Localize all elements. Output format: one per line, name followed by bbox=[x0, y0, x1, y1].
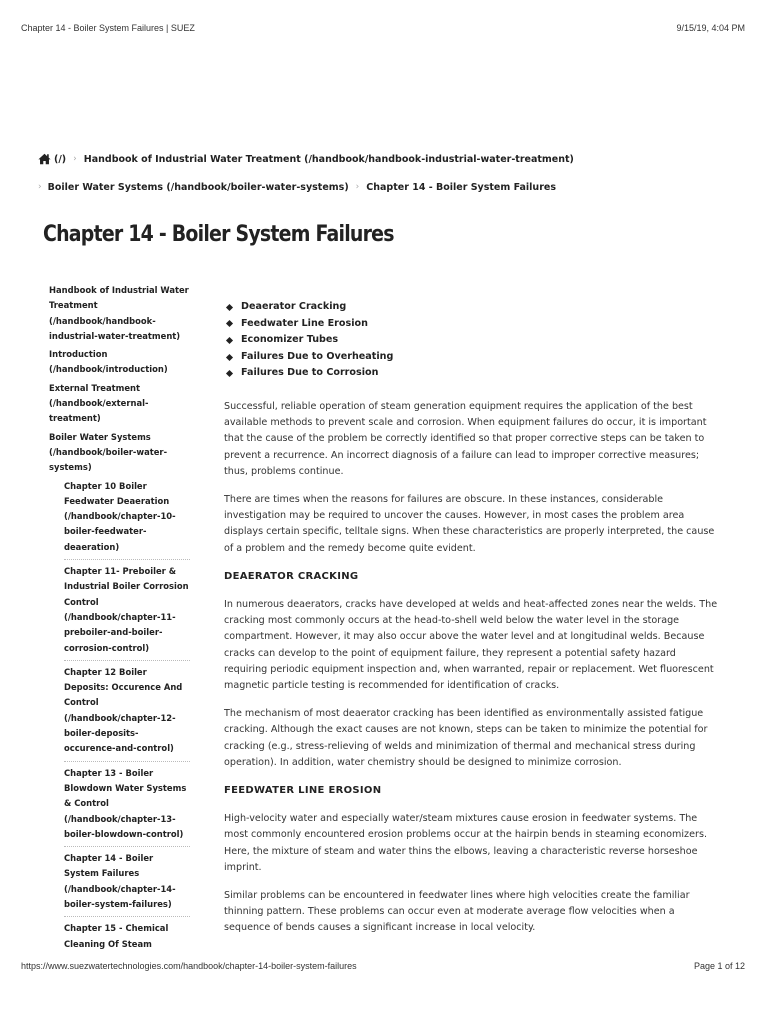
diamond-bullet-icon bbox=[226, 370, 233, 377]
print-footer bbox=[21, 961, 745, 971]
section-link-label: Failures Due to Corrosion bbox=[241, 367, 379, 379]
sidebar-item-chapter-15[interactable]: Chapter 15 - Chemical Cleaning Of Steam bbox=[64, 923, 169, 949]
sidebar-item-chapter-12[interactable]: Chapter 12 Boiler Deposits: Occurence And Control (/handbook/chapter-12-boiler-deposits-occurence-and-control) bbox=[64, 665, 190, 762]
print-footer-page-number: Page 1 of 12 bbox=[693, 961, 745, 971]
section-list bbox=[224, 299, 720, 382]
breadcrumb-current: Chapter 14 - Boiler System Failures bbox=[366, 181, 556, 193]
breadcrumb bbox=[38, 152, 748, 194]
body-paragraph: Similar problems can be encountered in feedwater lines where high velocities create the familiar thinning pattern. These problems can occur even at moderate average flow velocities when a sequence of bends causes a significant increase in local velocity. bbox=[224, 890, 690, 934]
sidebar-item-external-treatment[interactable]: External Treatment (/handbook/external-treatment) bbox=[49, 382, 149, 424]
main-content bbox=[224, 299, 720, 949]
body-paragraph: In numerous deaerators, cracks have developed at welds and heat-affected zones near the welds. The cracking most commonly occurs at the head-to-shell weld below the water level in the storage compartment. However, it may also occur above the water level and at longitudinal welds. Because cracks can develop to the point of equipment failure, they represent a potential safety hazard requiring periodic equipment inspection and, when warranted, repair or replacement. Wet fluorescent magnetic particle testing is recommended for identification of cracks. bbox=[224, 599, 718, 692]
breadcrumb-boiler-systems-link[interactable]: Boiler Water Systems (/handbook/boiler-water-systems) bbox=[47, 181, 349, 193]
intro-paragraph: Successful, reliable operation of steam generation equipment requires the application of the best available methods to prevent scale and corrosion. When equipment failures do occur, it is important that the cause of the problem be correctly identified so that proper corrective steps can be taken to prevent a recurrence. An incorrect diagnosis of a failure can lead to improper corrective measures; thus, problems continue. bbox=[224, 400, 707, 477]
section-link-label: Failures Due to Overheating bbox=[241, 350, 394, 362]
chevron-right-icon: › bbox=[38, 182, 42, 192]
print-header-title: Chapter 14 - Boiler System Failures | SUEZ bbox=[21, 23, 195, 33]
section-link-label: Economizer Tubes bbox=[241, 334, 339, 346]
print-footer-url: https://www.suezwatertechnologies.com/handbook/chapter-14-boiler-system-failures bbox=[21, 961, 357, 971]
print-header-datetime: 9/15/19, 4:04 PM bbox=[676, 23, 745, 33]
sidebar-item-boiler-water-systems[interactable]: Boiler Water Systems (/handbook/boiler-water-systems) bbox=[49, 431, 168, 473]
sidebar-nav bbox=[49, 283, 199, 960]
body-paragraph: High-velocity water and especially water/steam mixtures cause erosion in feedwater systems. The most commonly encountered erosion problems occur at the hairpin bends in steaming economizers. Here, the mixture of steam and water thins the elbows, leaving a characteristic reverse horseshoe imprint. bbox=[224, 813, 707, 873]
section-link-feedwater-line-erosion[interactable] bbox=[224, 316, 720, 333]
section-link-corrosion[interactable] bbox=[224, 365, 720, 382]
sidebar-item-chapter-13[interactable]: Chapter 13 - Boiler Blowdown Water Systems & Control (/handbook/chapter-13-boiler-blowdown-control) bbox=[64, 766, 190, 847]
breadcrumb-handbook-link[interactable]: Handbook of Industrial Water Treatment (/handbook/handbook-industrial-water-treatment) bbox=[83, 153, 574, 165]
sidebar-item-introduction[interactable]: Introduction (/handbook/introduction) bbox=[49, 349, 168, 375]
breadcrumb-home-link[interactable]: (/) bbox=[54, 153, 67, 165]
diamond-bullet-icon bbox=[226, 337, 233, 344]
page-title: Chapter 14 - Boiler System Failures bbox=[43, 222, 394, 247]
print-header bbox=[21, 23, 745, 33]
sidebar-item-chapter-10[interactable]: Chapter 10 Boiler Feedwater Deaeration (/handbook/chapter-10-boiler-feedwater-deaeration) bbox=[64, 479, 190, 560]
chevron-right-icon: › bbox=[355, 182, 360, 192]
section-link-deaerator-cracking[interactable] bbox=[224, 299, 720, 316]
section-heading-feedwater-line-erosion: FEEDWATER LINE EROSION bbox=[224, 785, 382, 797]
sidebar-item-chapter-11[interactable]: Chapter 11- Preboiler & Industrial Boiler Corrosion Control (/handbook/chapter-11-preboiler-and-boiler-corrosion-control) bbox=[64, 564, 190, 661]
section-link-economizer-tubes[interactable] bbox=[224, 332, 720, 349]
sidebar-item-chapter-14[interactable]: Chapter 14 - Boiler System Failures (/handbook/chapter-14-boiler-system-failures) bbox=[64, 851, 190, 917]
body-paragraph: The mechanism of most deaerator cracking has been identified as environmentally assisted fatigue cracking. Although the exact causes are not known, steps can be taken to minimize the potential for cracking (e.g., stress-relieving of welds and minimization of thermal and mechanical stress during operation). In addition, water chemistry should be designed to minimize corrosion. bbox=[224, 708, 708, 768]
section-link-label: Deaerator Cracking bbox=[241, 301, 347, 312]
diamond-bullet-icon bbox=[226, 320, 233, 327]
diamond-bullet-icon bbox=[226, 354, 233, 361]
chevron-right-icon: › bbox=[73, 154, 77, 164]
home-icon[interactable] bbox=[38, 153, 51, 165]
body-paragraph: There are times when the reasons for failures are obscure. In these instances, considerable investigation may be required to uncover the causes. However, in most cases the problem area displays certain specific, telltale signs. When these characteristics are properly interpreted, the cause of a problem and the remedy become quite evident. bbox=[224, 493, 715, 554]
diamond-bullet-icon bbox=[226, 304, 233, 311]
sidebar-item-handbook[interactable]: Handbook of Industrial Water Treatment (/handbook/handbook-industrial-water-treatment) bbox=[49, 285, 189, 341]
section-link-label: Feedwater Line Erosion bbox=[241, 317, 368, 329]
section-link-overheating[interactable] bbox=[224, 349, 720, 366]
section-heading-deaerator-cracking: DEAERATOR CRACKING bbox=[224, 570, 359, 582]
